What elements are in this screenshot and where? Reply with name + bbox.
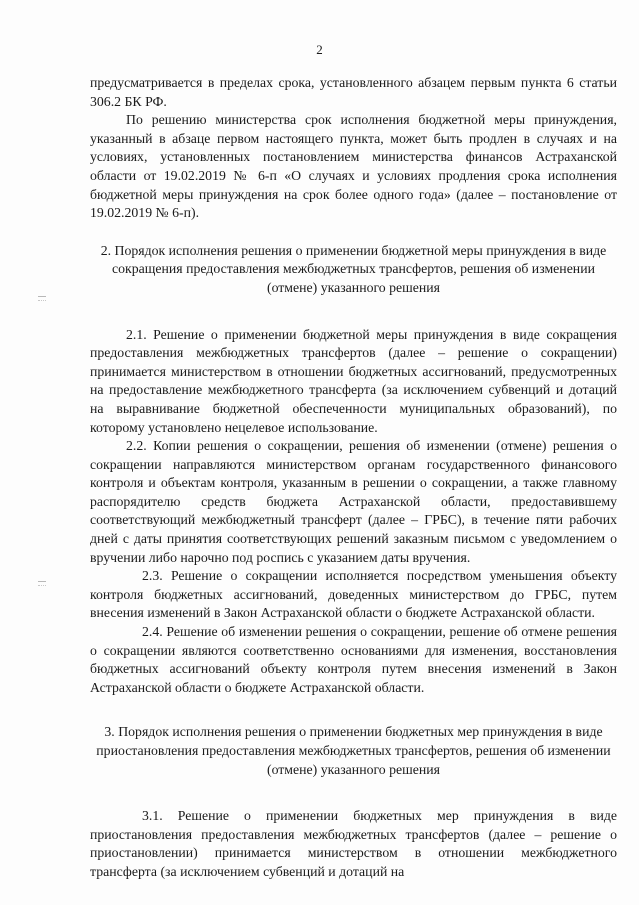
paragraph-2-4: 2.4. Решение об изменении решения о сокращении, решение об отмене решения о сокращении являются соответственно основаниями для изменения, восстановления бюджетных ассигнований объекту контроля путем внесения изменений в Закон Астраханской области о бюджете Астраханской области. [90,624,617,695]
margin-mark [38,581,46,586]
page-number: 2 [316,42,323,57]
section-2-heading: 2. Порядок исполнения решения о применении бюджетной меры принуждения в виде сокращения предоставления межбюджетных трансфертов, решения об изменении (отмене) указанного решения [100,242,607,295]
paragraph-2-3: 2.3. Решение о сокращении исполняется посредством уменьшения объекту контроля бюджетных ассигнований, доведенных министерством до ГРБС, путем внесения изменений в Закон Астраханской области о бюджете Астраханской области. [90,568,617,621]
spacer [90,298,617,326]
section-3-heading: 3. Порядок исполнения решения о применении бюджетных мер принуждения в виде приостановления предоставления межбюджетных трансфертов, решения об изменении (отмене) указанного решения [96,724,611,777]
paragraph-2-1: 2.1. Решение о применении бюджетной меры принуждения в виде сокращения предоставления межбюджетных трансфертов (далее – решение о сокращении) принимается министерством в отношении бюджетных ассигнований, предусмотренных на предоставление межбюджетного трансферта (за исключением субвенций и дотаций на выравнивание бюджетной обеспеченности муниципальных образований), по которому установлено нецелевое использование. [90,326,617,435]
spacer [90,697,617,723]
paragraph-3-1: 3.1. Решение о применении бюджетных мер принуждения в виде приостановления предоставления межбюджетных трансфертов (далее – решение о приостановлении) принимается министерством в отношении межбюджетного трансферта (за исключением субвенций и дотаций на [90,808,617,879]
spacer [90,779,617,807]
spacer [90,223,617,242]
intro-paragraph-2: По решению министерства срок исполнения бюджетной меры принуждения, указанный в абзаце первом настоящего пункта, может быть продлен в случаях и на условиях, установленных постановлением министерства финансов Астраханской области от 19.02.2019 № 6-п «О случаях и условиях продления срока исполнения бюджетной меры принуждения на срок более одного года» (далее – постановление от 19.02.2019 № 6-п). [90,112,617,221]
paragraph-2-2: 2.2. Копии решения о сокращении, решения об изменении (отмене) решения о сокращении направляются министерством органам государственного финансового контроля и объектам контроля, указанным в решении о сокращении, а также главному распорядителю средств бюджета Астраханской области, предоставившему соответствующий межбюджетный трансферт (далее – ГРБС), в течение пяти рабочих дней с даты принятия соответствующих решений заказным письмом с уведомлением о вручении либо нарочно под роспись с указанием даты вручения. [90,438,617,565]
margin-mark [38,296,46,301]
document-body [90,74,617,882]
intro-paragraph-1: предусматривается в пределах срока, установленного абзацем первым пункта 6 статьи 306.2 БК РФ. [90,75,617,109]
